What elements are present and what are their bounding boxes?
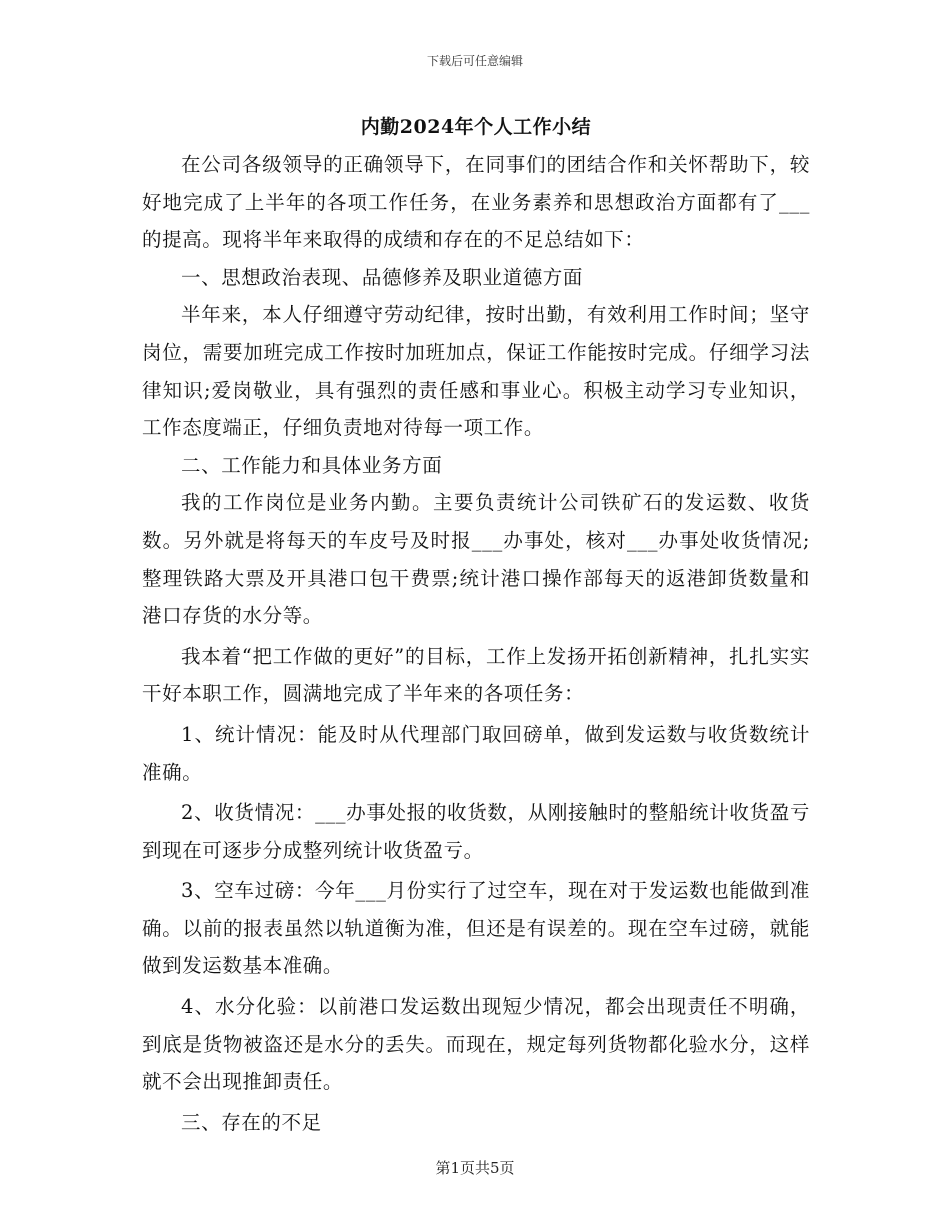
section-heading-1: 一、思想政治表现、品德修养及职业道德方面 (181, 265, 584, 289)
paragraph-section-2: 我的工作岗位是业务内勤。主要负责统计公司铁矿石的发运数、收货数。另外就是将每天的车皮号及时报___办事处，核对___办事处收货情况;整理铁路大票及开具港口包干费票;统计港口操作部每天的返港卸货数量和港口存货的水分等。 (142, 491, 810, 628)
section-heading-3: 三、存在的不足 (181, 1110, 322, 1134)
paragraph-intro: 在公司各级领导的正确领导下，在同事们的团结合作和关怀帮助下，较好地完成了上半年的各项工作任务，在业务素养和思想政治方面都有了___的提高。现将半年来取得的成绩和存在的不足总结如下： (142, 153, 810, 252)
page-footer-indicator: 第1页共5页 (435, 1159, 515, 1177)
list-item-statistics: 1、统计情况：能及时从代理部门取回磅单，做到发运数与收货数统计准确。 (142, 722, 810, 784)
document-title: 内勤2024年个人工作小结 (360, 116, 592, 138)
list-item-moisture-test: 4、水分化验：以前港口发运数出现短少情况，都会出现责任不明确，到底是货物被盗还是水分的丢失。而现在，规定每列货物都化验水分，这样就不会出现推卸责任。 (142, 995, 810, 1094)
document-body (142, 110, 810, 1141)
paragraph-goal: 我本着“把工作做的更好”的目标，工作上发扬开拓创新精神，扎扎实实干好本职工作，圆满地完成了半年来的各项任务： (142, 644, 810, 706)
list-item-receiving: 2、收货情况：___办事处报的收货数，从刚接触时的整船统计收货盈亏到现在可逐步分成整列统计收货盈亏。 (142, 801, 810, 862)
list-item-empty-weighing: 3、空车过磅：今年___月份实行了过空车，现在对于发运数也能做到准确。以前的报表虽然以轨道衡为准，但还是有误差的。现在空车过磅，就能做到发运数基本准确。 (142, 879, 810, 978)
page-header-note: 下载后可任意编辑 (426, 54, 523, 68)
section-heading-2: 二、工作能力和具体业务方面 (181, 453, 443, 477)
paragraph-section-1: 半年来，本人仔细遵守劳动纪律，按时出勤，有效利用工作时间；坚守岗位，需要加班完成工作按时加班加点，保证工作能按时完成。仔细学习法律知识;爱岗敬业，具有强烈的责任感和事业心。积极主动学习专业知识，工作态度端正，仔细负责地对待每一项工作。 (142, 303, 810, 440)
